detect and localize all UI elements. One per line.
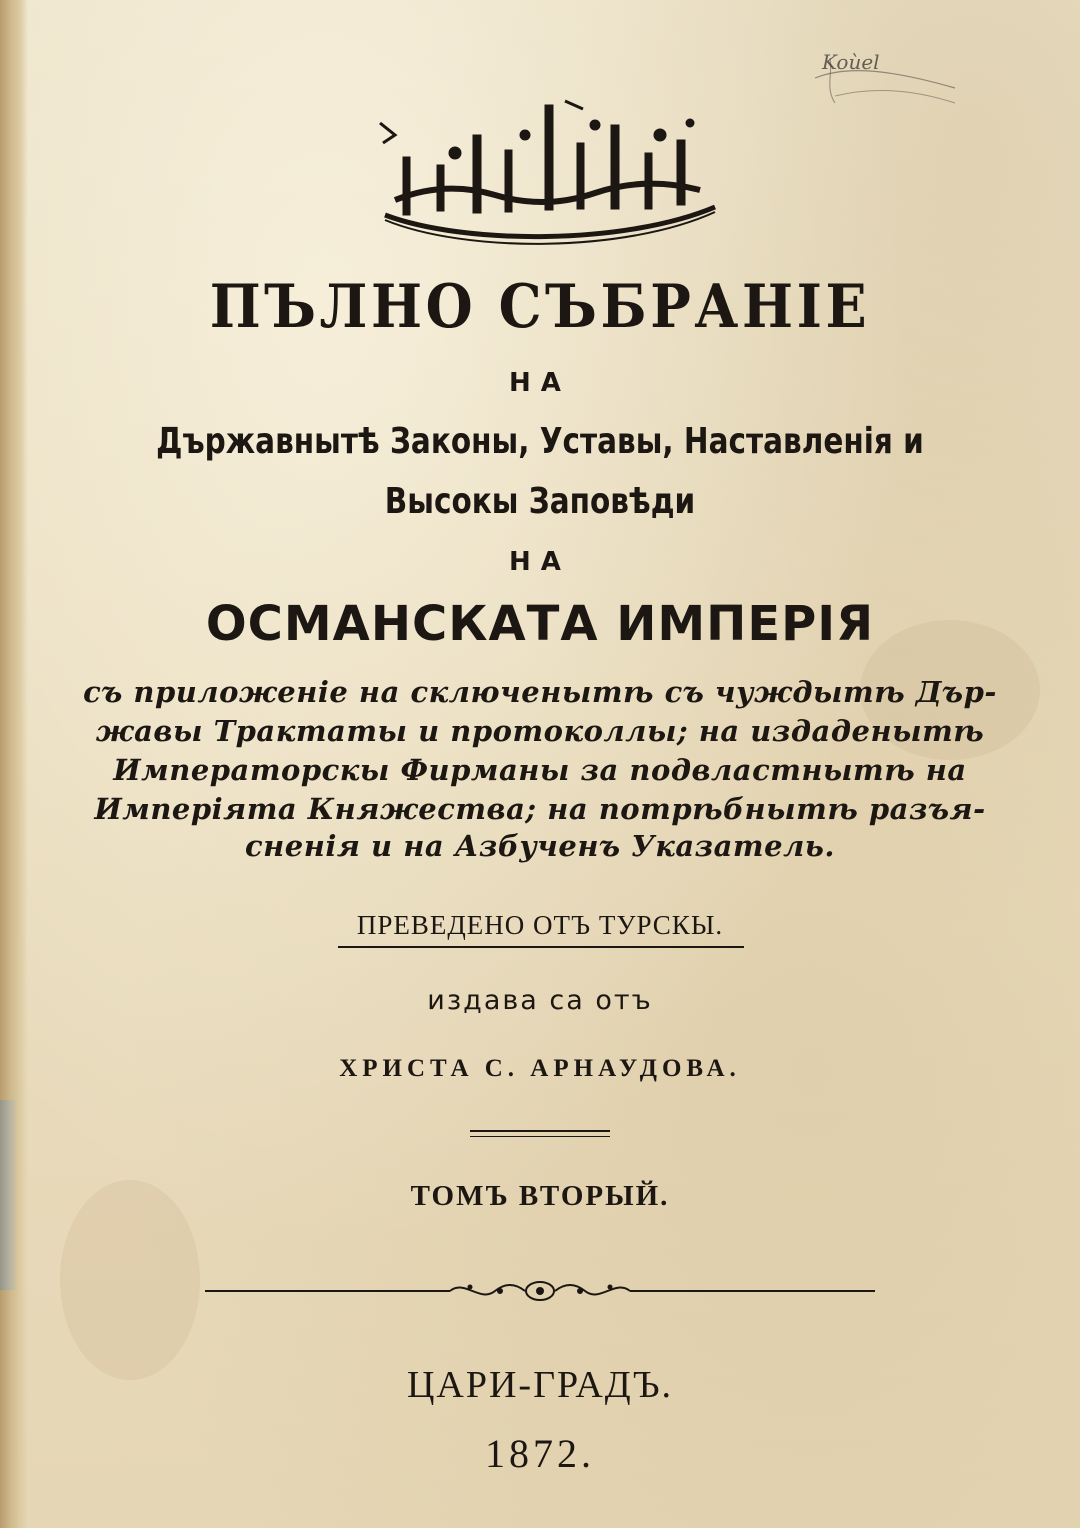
subtitle-line: Императорскы Фирманы за подвластнытѣ на <box>113 753 967 787</box>
volume-label: ТОМЪ ВТОРЫЙ. <box>410 1180 670 1212</box>
author-name: ХРИСТА С. АРНАУДОВА. <box>339 1055 741 1082</box>
title-line-1: Държавнытѣ Законы, Уставы, Наставленія и <box>156 421 924 462</box>
subtitle-line: сненія и на Азбученъ Указатель. <box>244 829 836 863</box>
subtitle-line: жавы Трактаты и протоколлы; на издаденытѣ <box>95 714 985 748</box>
arabic-calligraphy-title <box>355 95 735 255</box>
translated-underline <box>338 946 744 948</box>
signature-text: Koùel <box>822 50 880 74</box>
preposition-na-1: НА <box>509 368 571 398</box>
preposition-na-2: НА <box>509 547 571 577</box>
divider-rule <box>470 1130 610 1132</box>
subtitle-line: съ приложеніе на сключенытѣ съ чуждытѣ Дър- <box>83 675 997 709</box>
ornamental-divider <box>200 1275 880 1307</box>
empire-title: ОСМАНСКАТА ИМПЕРІЯ <box>205 596 875 652</box>
city-name: ЦАРИ-ГРАДЪ. <box>406 1364 674 1406</box>
title-line-2: Высокы Заповѣди <box>384 481 696 522</box>
main-title: ПЪЛНО СЪБРАНІЕ <box>209 272 871 342</box>
divider-rule-thin <box>470 1136 610 1137</box>
published-by-label: издава са отъ <box>427 985 653 1016</box>
translated-note: ПРЕВЕДЕНО ОТЪ ТУРСКЫ. <box>356 910 724 940</box>
publication-year: 1872. <box>485 1431 595 1476</box>
subtitle-line: Имперіята Княжества; на потрѣбнытѣ разъя- <box>94 792 986 826</box>
